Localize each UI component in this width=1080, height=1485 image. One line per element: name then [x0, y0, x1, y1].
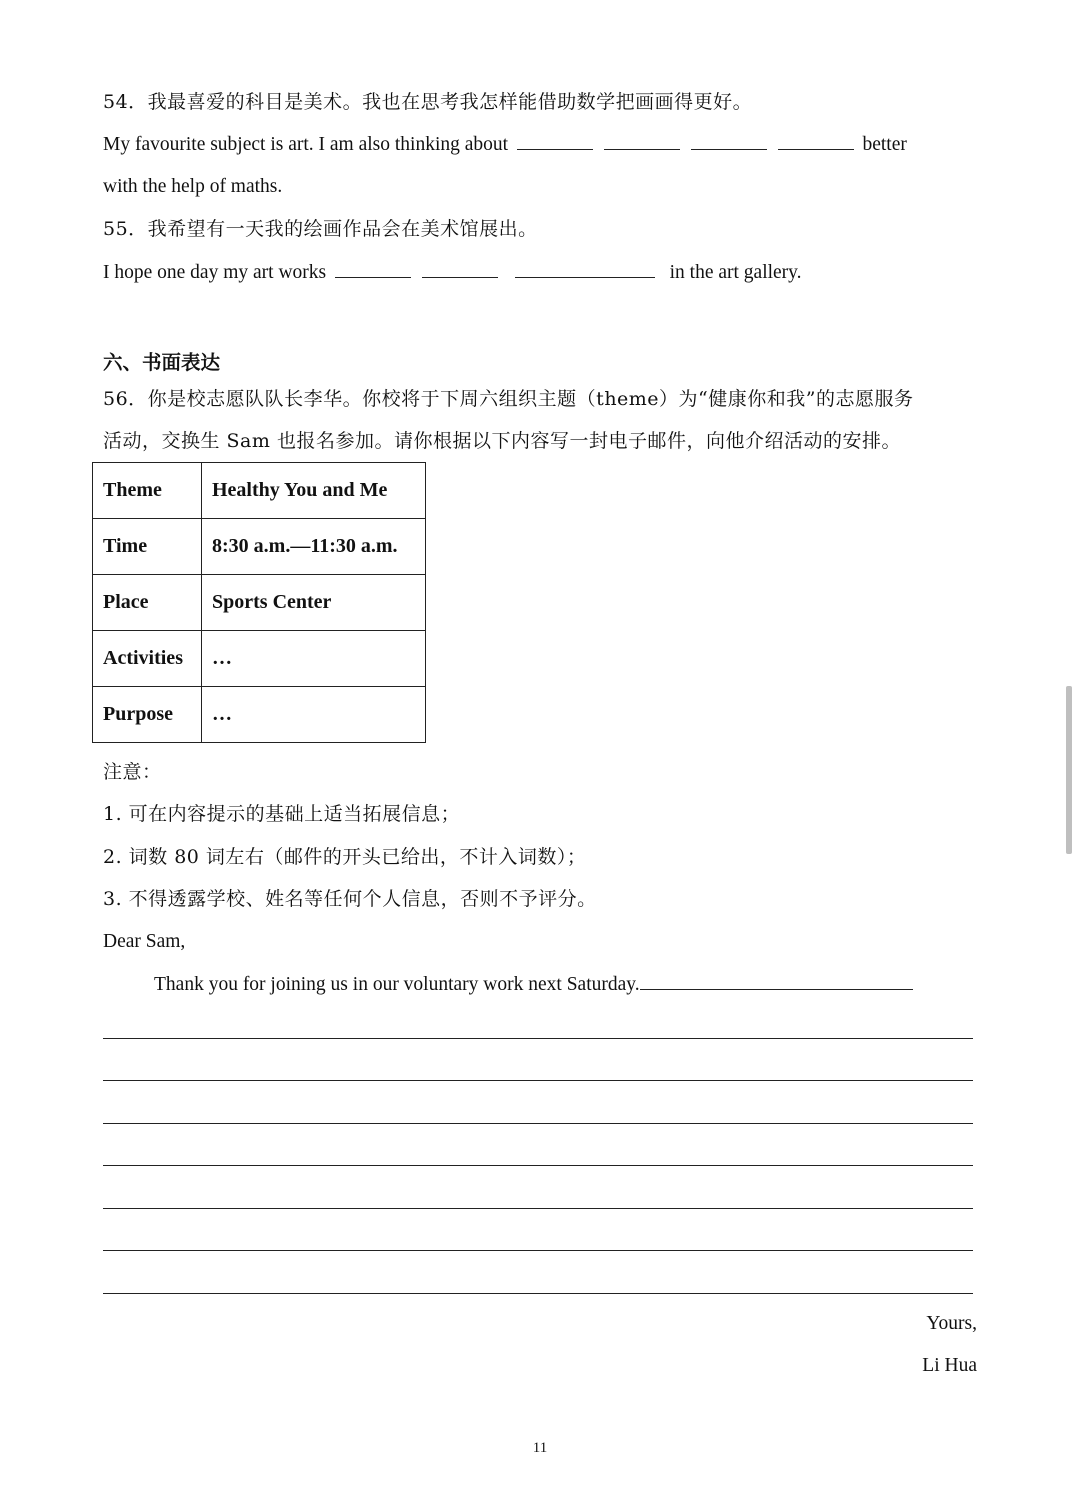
letter-greeting: Dear Sam, [103, 931, 186, 952]
q54-english-line2: with the help of maths. [103, 176, 283, 197]
writing-line-7[interactable] [103, 1293, 973, 1294]
q54-blank-3[interactable] [691, 131, 767, 150]
table-value: … [202, 631, 426, 687]
letter-signature: Li Hua [922, 1355, 977, 1376]
writing-line-5[interactable] [103, 1208, 973, 1209]
q55-english-line [103, 259, 802, 286]
table-key: Activities [93, 631, 202, 687]
table-value: … [202, 687, 426, 743]
q56-prompt-line2: 活动，交换生 Sam 也报名参加。请你根据以下内容写一封电子邮件，向他介绍活动的安排。 [103, 430, 901, 452]
activity-info-table [92, 462, 426, 743]
q54-blank-4[interactable] [778, 131, 854, 150]
q54-english-line1 [103, 131, 907, 158]
q55-chinese: 55．我希望有一天我的绘画作品会在美术馆展出。 [103, 218, 538, 240]
note-3: 3. 不得透露学校、姓名等任何个人信息，否则不予评分。 [103, 888, 597, 910]
q54-english-part1: My favourite subject is art. I am also thinking about [103, 134, 509, 155]
writing-line-4[interactable] [103, 1165, 973, 1166]
writing-blank-first[interactable] [640, 971, 913, 990]
scrollbar-thumb[interactable] [1066, 686, 1072, 854]
table-value: 8:30 a.m.—11:30 a.m. [202, 519, 426, 575]
table-value: Sports Center [202, 575, 426, 631]
letter-opening: Thank you for joining us in our voluntary work next Saturday. [154, 974, 640, 995]
note-2: 2. 词数 80 词左右（邮件的开头已给出，不计入词数）； [103, 846, 587, 868]
table-key: Purpose [93, 687, 202, 743]
q55-blank-3[interactable] [515, 259, 655, 278]
table-row [93, 687, 426, 743]
letter-closing: Yours, [926, 1313, 977, 1334]
note-1: 1. 可在内容提示的基础上适当拓展信息； [103, 803, 461, 825]
q54-chinese: 54．我最喜爱的科目是美术。我也在思考我怎样能借助数学把画画得更好。 [103, 91, 753, 113]
letter-opening-line [154, 971, 913, 998]
page-number: 11 [532, 1440, 548, 1456]
section-title: 六、书面表达 [103, 351, 221, 374]
table-key: Theme [93, 463, 202, 519]
q54-blank-2[interactable] [604, 131, 680, 150]
table-key: Time [93, 519, 202, 575]
writing-line-6[interactable] [103, 1250, 973, 1251]
notes-title: 注意： [103, 761, 162, 783]
q54-english-part2: better [862, 134, 907, 155]
table-value: Healthy You and Me [202, 463, 426, 519]
table-row [93, 519, 426, 575]
table-row [93, 463, 426, 519]
q56-prompt-line1: 56．你是校志愿队队长李华。你校将于下周六组织主题（theme）为“健康你和我”的志愿服务 [103, 388, 914, 410]
writing-line-1[interactable] [103, 1038, 973, 1039]
writing-line-2[interactable] [103, 1080, 973, 1081]
table-row [93, 631, 426, 687]
table-row [93, 575, 426, 631]
q55-blank-1[interactable] [335, 259, 411, 278]
q55-english-part1: I hope one day my art works [103, 262, 327, 283]
q55-english-part2: in the art gallery. [669, 262, 802, 283]
q55-blank-2[interactable] [422, 259, 498, 278]
writing-line-3[interactable] [103, 1123, 973, 1124]
table-key: Place [93, 575, 202, 631]
q54-blank-1[interactable] [517, 131, 593, 150]
